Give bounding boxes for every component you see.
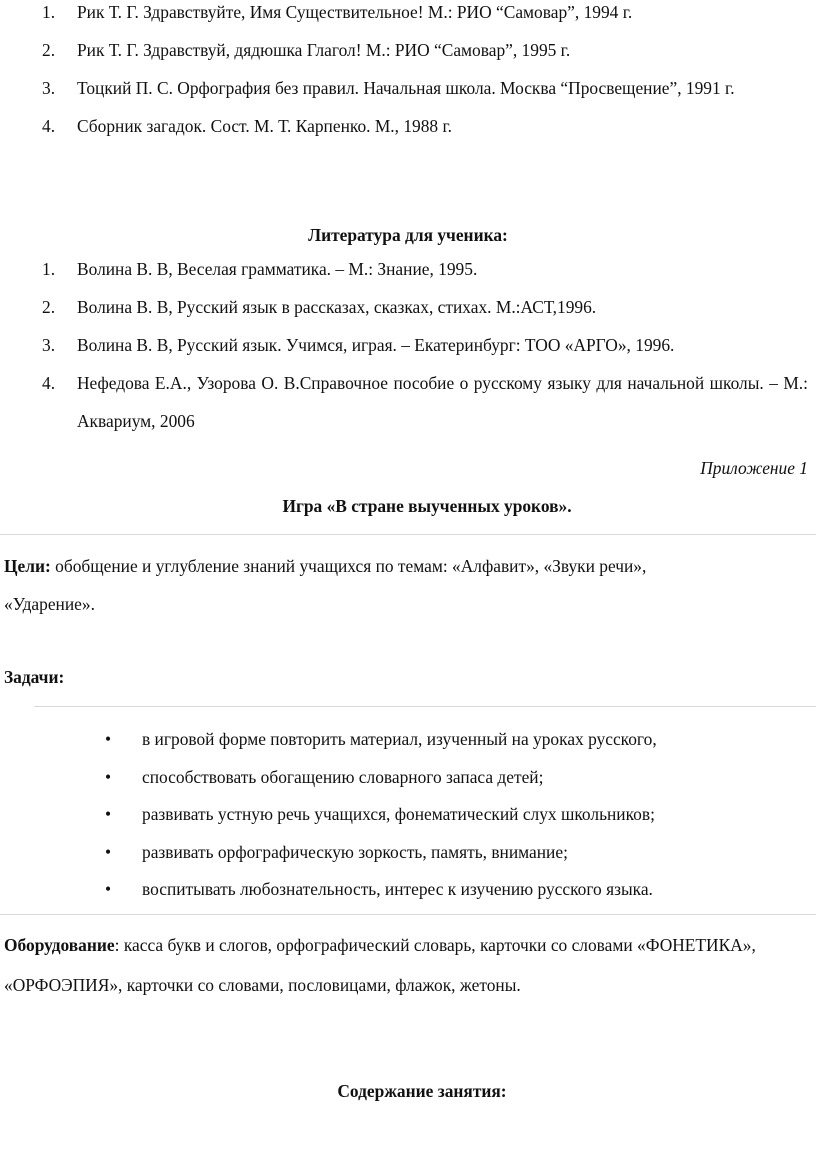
list-item-text: Волина В. В, Русский язык. Учимся, играя. – Екатеринбург: ТОО «АРГО», 1996. bbox=[77, 335, 675, 355]
bullet: • bbox=[105, 804, 112, 824]
equipment-paragraph bbox=[4, 925, 756, 1005]
goals-label: Цели: bbox=[4, 556, 51, 576]
bullet: • bbox=[105, 879, 112, 899]
list-item-text: развивать орфографическую зоркость, память, внимание; bbox=[142, 841, 568, 862]
list-item bbox=[0, 288, 816, 326]
bullet: • bbox=[105, 766, 112, 787]
list-number: 4. bbox=[42, 373, 56, 393]
tasks-heading: Задачи: bbox=[4, 667, 65, 687]
list-item-text: способствовать обогащению словарного запаса детей; bbox=[142, 766, 544, 787]
list-number: 2. bbox=[42, 297, 56, 317]
teacher-literature-list bbox=[0, 0, 816, 145]
list-number: 2. bbox=[42, 40, 56, 60]
list-number: 3. bbox=[42, 78, 56, 98]
list-item-text: Нефедова Е.А., Узорова О. В.Справочное пособие о русскому языку для начальной школы. – М.: Аквариум, 2006 bbox=[77, 373, 808, 431]
list-item-text: Рик Т. Г. Здравствуй, дядюшка Глагол! М.: РИО “Самовар”, 1995 г. bbox=[77, 40, 571, 60]
list-item-text: Волина В. В, Веселая грамматика. – М.: Знание, 1995. bbox=[77, 259, 478, 279]
divider bbox=[0, 534, 816, 535]
divider bbox=[0, 914, 816, 915]
list-item bbox=[0, 0, 816, 31]
list-item bbox=[0, 69, 816, 107]
list-item-text: развивать устную речь учащихся, фонематический слух школьников; bbox=[142, 804, 655, 824]
content-heading: Содержание занятия: bbox=[337, 1081, 507, 1101]
list-item bbox=[0, 326, 816, 364]
goals-text: обобщение и углубление знаний учащихся по темам: «Алфавит», «Звуки речи», «Ударение». bbox=[4, 556, 647, 614]
equipment-label: Оборудование bbox=[4, 935, 115, 955]
list-item bbox=[0, 721, 816, 759]
list-item bbox=[0, 250, 816, 288]
list-item-text: воспитывать любознательность, интерес к изучению русского языка. bbox=[142, 879, 653, 899]
list-number: 1. bbox=[42, 2, 56, 22]
list-item bbox=[0, 871, 816, 909]
equipment-text: : касса букв и слогов, орфографический словарь, карточки со словами «ФОНЕТИКА», «ОРФОЭПИЯ», карточки со словами, пословицами, флажок, жетоны. bbox=[4, 935, 756, 995]
list-item bbox=[0, 759, 816, 797]
list-number: 3. bbox=[42, 335, 56, 355]
appendix-label: Приложение 1 bbox=[700, 458, 808, 478]
student-literature-list bbox=[0, 250, 816, 440]
list-item bbox=[0, 834, 816, 872]
list-item bbox=[0, 107, 816, 145]
list-item-text: Сборник загадок. Сост. М. Т. Карпенко. М., 1988 г. bbox=[77, 116, 452, 136]
list-number: 4. bbox=[42, 116, 56, 136]
list-item-text: в игровой форме повторить материал, изученный на уроках русского, bbox=[142, 729, 657, 749]
tasks-list bbox=[0, 721, 816, 909]
list-item-text: Волина В. В, Русский язык в рассказах, сказках, стихах. М.:АСТ,1996. bbox=[77, 297, 597, 317]
list-item-text: Рик Т. Г. Здравствуйте, Имя Существительное! М.: РИО “Самовар”, 1994 г. bbox=[77, 2, 633, 22]
goals-paragraph bbox=[4, 547, 734, 623]
list-item bbox=[0, 31, 816, 69]
list-item-text: Тоцкий П. С. Орфография без правил. Начальная школа. Москва “Просвещение”, 1991 г. bbox=[77, 78, 735, 98]
list-item bbox=[0, 796, 816, 834]
bullet: • bbox=[105, 729, 112, 749]
divider bbox=[34, 706, 816, 707]
list-item bbox=[0, 364, 816, 440]
student-literature-heading: Литература для ученика: bbox=[308, 225, 508, 245]
list-number: 1. bbox=[42, 259, 56, 279]
bullet: • bbox=[105, 841, 112, 862]
game-title: Игра «В стране выученных уроков». bbox=[282, 496, 572, 516]
